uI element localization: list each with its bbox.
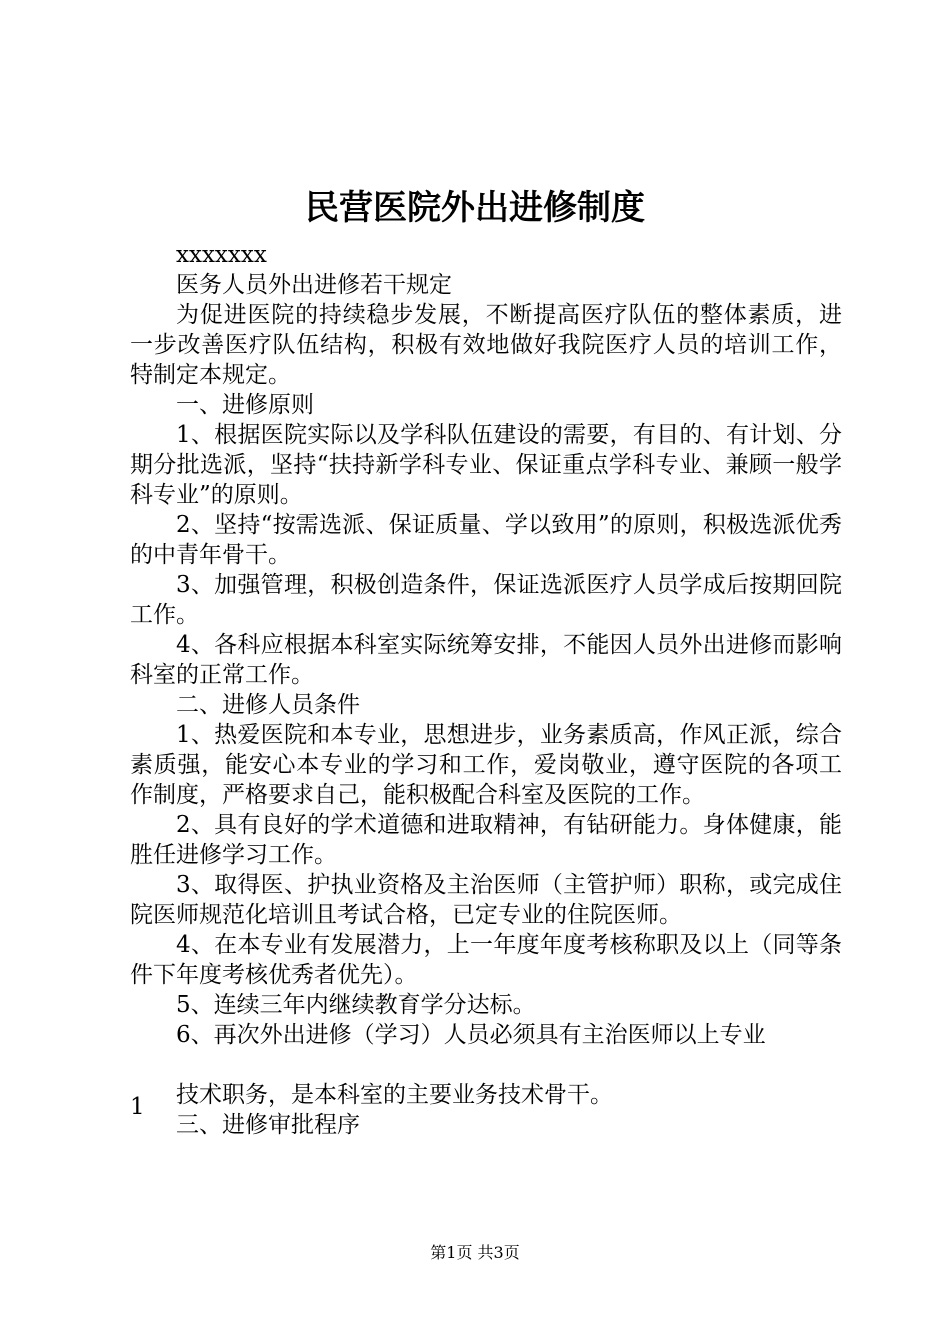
paragraph-subtitle: 医务人员外出进修若干规定: [176, 272, 452, 298]
document-body: [130, 240, 842, 1140]
paragraph-principle-3: 3、加强管理，积极创造条件，保证选派医疗人员学成后按期回院工作。: [130, 572, 842, 628]
paragraph-condition-6-continued: 技术职务，是本科室的主要业务技术骨干。: [176, 1082, 613, 1108]
section-heading-principles: 一、进修原则: [176, 392, 314, 418]
paragraph-condition-5: 5、连续三年内继续教育学分达标。: [176, 992, 536, 1018]
section-heading-approval: 三、进修审批程序: [176, 1112, 360, 1138]
paragraph-author: xxxxxxx: [176, 242, 267, 268]
paragraph-principle-2: 2、坚持“按需选派、保证质量、学以致用”的原则，积极选派优秀的中青年骨干。: [130, 512, 842, 568]
paragraph-principle-4: 4、各科应根据本科室实际统筹安排，不能因人员外出进修而影响科室的正常工作。: [130, 632, 842, 688]
paragraph-condition-1: 1、热爱医院和本专业，思想进步，业务素质高，作风正派，综合素质强，能安心本专业的学习和工作，爱岗敬业，遵守医院的各项工作制度，严格要求自己，能积极配合科室及医院的工作。: [130, 722, 842, 808]
page-footer: 第1页 共3页: [430, 1243, 520, 1262]
paragraph-principle-1: 1、根据医院实际以及学科队伍建设的需要，有目的、有计划、分期分批选派，坚持“扶持新学科专业、保证重点学科专业、兼顾一般学科专业”的原则。: [130, 422, 842, 508]
section-heading-conditions: 二、进修人员条件: [176, 692, 360, 718]
paragraph-condition-4: 4、在本专业有发展潜力，上一年度年度考核称职及以上（同等条件下年度考核优秀者优先）。: [130, 932, 842, 988]
paragraph-intro: 为促进医院的持续稳步发展，不断提高医疗队伍的整体素质，进一步改善医疗队伍结构，积极有效地做好我院医疗人员的培训工作，特制定本规定。: [130, 302, 842, 388]
paragraph-condition-3: 3、取得医、护执业资格及主治医师（主管护师）职称，或完成住院医师规范化培训且考试合格，已定专业的住院医师。: [130, 872, 842, 928]
page-marker: 1: [130, 1094, 145, 1120]
paragraph-condition-2: 2、具有良好的学术道德和进取精神，有钻研能力。身体健康，能胜任进修学习工作。: [130, 812, 842, 868]
document-title: 民营医院外出进修制度: [305, 188, 645, 228]
paragraph-condition-6: 6、再次外出进修（学习）人员必须具有主治医师以上专业: [176, 1022, 766, 1048]
